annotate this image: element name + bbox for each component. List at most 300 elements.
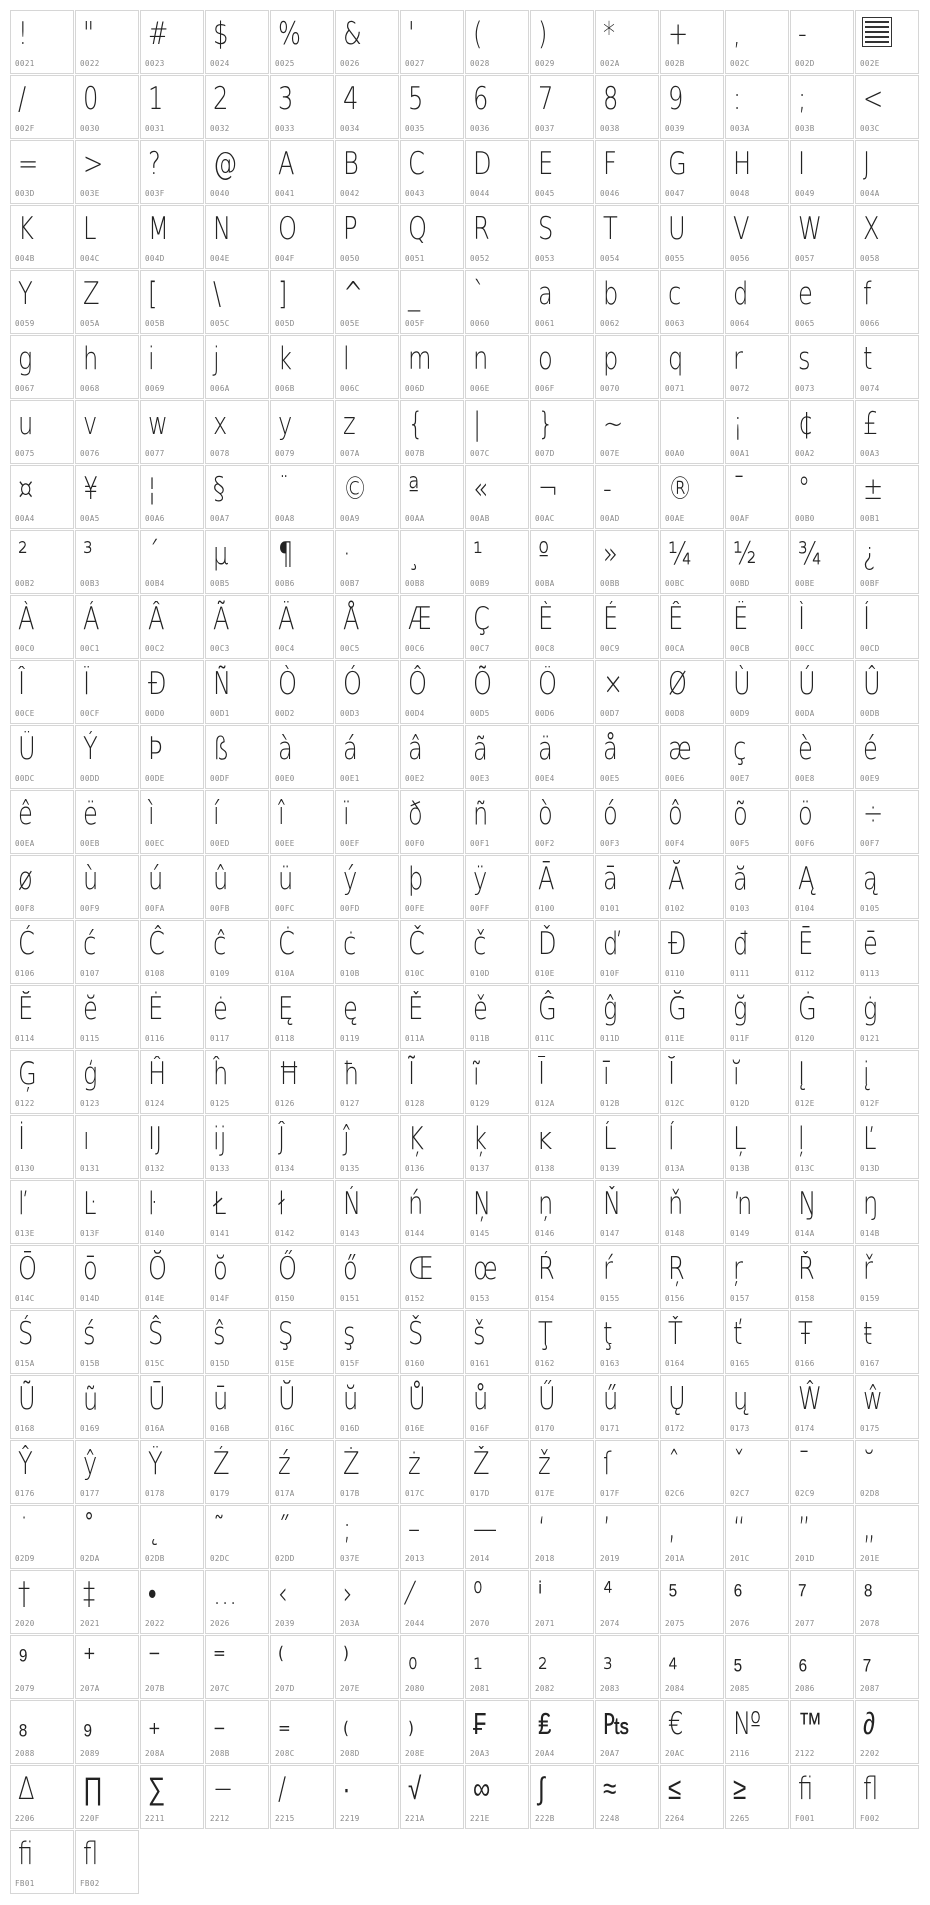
glyph-char: Ŏ: [148, 1251, 168, 1287]
glyph-char: î: [278, 796, 285, 832]
glyph-cell: [530, 530, 594, 594]
glyph-cell: [10, 400, 74, 464]
glyph-codepoint: 2026: [210, 1619, 230, 1628]
glyph-char: ™: [798, 1706, 823, 1742]
glyph-cell: [595, 1570, 659, 1634]
glyph-cell: [140, 1635, 204, 1699]
glyph-cell: [725, 595, 789, 659]
glyph-cell: [205, 1180, 269, 1244]
glyph-char: Ă: [668, 861, 685, 897]
glyph-char: n: [473, 341, 489, 377]
glyph-codepoint: 02D8: [860, 1489, 880, 1498]
glyph-cell: [790, 1375, 854, 1439]
glyph-char: ı: [83, 1121, 90, 1157]
glyph-codepoint: 0040: [210, 189, 230, 198]
glyph-codepoint: 2089: [80, 1749, 100, 1758]
glyph-cell: [530, 920, 594, 984]
glyph-char: ħ: [343, 1056, 360, 1092]
glyph-codepoint: 0154: [535, 1294, 555, 1303]
glyph-char: Ű: [538, 1381, 556, 1417]
glyph-cell: [270, 1375, 334, 1439]
glyph-codepoint: 010C: [405, 969, 425, 978]
glyph-char: ∞: [473, 1771, 491, 1807]
glyph-cell: [725, 530, 789, 594]
glyph-cell: [205, 1570, 269, 1634]
glyph-cell: [790, 10, 854, 74]
glyph-char: ä: [538, 731, 553, 767]
glyph-cell: [725, 1440, 789, 1504]
glyph-cell: [140, 1570, 204, 1634]
glyph-cell: [205, 1050, 269, 1114]
glyph-cell: [725, 1570, 789, 1634]
glyph-char: ň: [668, 1186, 684, 1222]
glyph-cell: [10, 1375, 74, 1439]
glyph-codepoint: 003A: [730, 124, 750, 133]
glyph-codepoint: 011B: [470, 1034, 490, 1043]
glyph-cell: [140, 465, 204, 529]
glyph-codepoint: 0149: [730, 1229, 750, 1238]
glyph-char: ¢: [798, 406, 814, 442]
glyph-codepoint: 2074: [600, 1619, 620, 1628]
glyph-char: y: [278, 406, 293, 442]
glyph-cell: [140, 205, 204, 269]
glyph-cell: [10, 1830, 74, 1894]
glyph-char: Æ: [408, 601, 432, 637]
glyph-codepoint: 2212: [210, 1814, 230, 1823]
glyph-codepoint: 006F: [535, 384, 555, 393]
glyph-char: ő: [343, 1251, 358, 1287]
glyph-cell: [400, 400, 464, 464]
glyph-cell: [140, 10, 204, 74]
glyph-codepoint: 0056: [730, 254, 750, 263]
glyph-codepoint: 00CC: [795, 644, 815, 653]
glyph-char: Ĭ: [668, 1056, 676, 1092]
glyph-cell: [75, 855, 139, 919]
glyph-codepoint: 00A3: [860, 449, 880, 458]
glyph-codepoint: 00AC: [535, 514, 555, 523]
glyph-char: đ: [733, 926, 749, 962]
glyph-codepoint: 02DB: [145, 1554, 165, 1563]
glyph-codepoint: 2215: [275, 1814, 295, 1823]
glyph-cell: [465, 855, 529, 919]
glyph-char: Õ: [473, 666, 493, 702]
glyph-cell: [75, 725, 139, 789]
glyph-cell: [595, 1050, 659, 1114]
glyph-codepoint: 0032: [210, 124, 230, 133]
glyph-char: T: [603, 211, 618, 247]
glyph-codepoint: 0123: [80, 1099, 100, 1108]
glyph-codepoint: 017A: [275, 1489, 295, 1498]
glyph-char: Í: [863, 601, 871, 637]
glyph-cell: [465, 1440, 529, 1504]
glyph-char: /: [18, 81, 27, 117]
glyph-cell: [855, 1180, 919, 1244]
glyph-char: √: [408, 1771, 422, 1807]
glyph-char: ć: [83, 926, 97, 962]
glyph-cell: [725, 1765, 789, 1829]
glyph-char: F: [603, 146, 617, 182]
glyph-codepoint: 00EA: [15, 839, 35, 848]
glyph-codepoint: 00BF: [860, 579, 880, 588]
glyph-codepoint: 0028: [470, 59, 490, 68]
glyph-cell: [10, 1765, 74, 1829]
glyph-codepoint: 016C: [275, 1424, 295, 1433]
glyph-cell: [725, 400, 789, 464]
glyph-cell: [595, 1505, 659, 1569]
glyph-codepoint: 0138: [535, 1164, 555, 1173]
glyph-cell: [465, 335, 529, 399]
glyph-char: ų: [733, 1381, 749, 1417]
glyph-codepoint: 0128: [405, 1099, 425, 1108]
glyph-cell: [530, 790, 594, 854]
glyph-codepoint: 016E: [405, 1424, 425, 1433]
glyph-codepoint: 2086: [795, 1684, 815, 1693]
glyph-codepoint: 013C: [795, 1164, 815, 1173]
glyph-codepoint: 0021: [15, 59, 35, 68]
glyph-cell: [400, 1700, 464, 1764]
glyph-char: b: [603, 276, 619, 312]
glyph-cell: [465, 1180, 529, 1244]
glyph-char: ⁴: [603, 1576, 613, 1612]
glyph-codepoint: 012A: [535, 1099, 555, 1108]
glyph-char: 7: [538, 81, 554, 117]
glyph-codepoint: 0132: [145, 1164, 165, 1173]
glyph-codepoint: 017D: [470, 1489, 490, 1498]
glyph-cell: [595, 270, 659, 334]
glyph-char: ⁺: [83, 1641, 96, 1677]
glyph-codepoint: 0146: [535, 1229, 555, 1238]
glyph-cell: [530, 660, 594, 724]
glyph-char: •: [148, 1576, 157, 1612]
glyph-char: ¥: [83, 471, 99, 507]
glyph-codepoint: 00D4: [405, 709, 425, 718]
glyph-char: å: [603, 731, 618, 767]
glyph-codepoint: 0035: [405, 124, 425, 133]
glyph-cell: [75, 1180, 139, 1244]
glyph-cell: [140, 1245, 204, 1309]
glyph-codepoint: 20A4: [535, 1749, 555, 1758]
glyph-char: ₋: [213, 1706, 226, 1742]
glyph-cell: [855, 855, 919, 919]
glyph-codepoint: 00F3: [600, 839, 620, 848]
glyph-codepoint: 014C: [15, 1294, 35, 1303]
glyph-char: >: [83, 146, 104, 182]
glyph-cell: [335, 140, 399, 204]
glyph-char: ⁄: [408, 1576, 413, 1612]
glyph-cell: [790, 985, 854, 1049]
glyph-codepoint: 037E: [340, 1554, 360, 1563]
glyph-char: Ĝ: [538, 991, 557, 1027]
glyph-codepoint: 00FE: [405, 904, 425, 913]
glyph-cell: [205, 855, 269, 919]
glyph-cell: [270, 1245, 334, 1309]
glyph-char: ∑: [148, 1771, 166, 1807]
glyph-char: ž: [538, 1446, 551, 1482]
glyph-codepoint: 00B2: [15, 579, 35, 588]
glyph-cell: [530, 335, 594, 399]
glyph-cell: [790, 855, 854, 919]
glyph-char: ³: [83, 536, 93, 572]
glyph-cell: [530, 1765, 594, 1829]
glyph-cell: [790, 1570, 854, 1634]
glyph-codepoint: 20AC: [665, 1749, 685, 1758]
glyph-cell: [790, 1115, 854, 1179]
glyph-cell: [790, 920, 854, 984]
glyph-char: Ě: [408, 991, 424, 1027]
glyph-codepoint: 0038: [600, 124, 620, 133]
glyph-codepoint: 00E3: [470, 774, 490, 783]
glyph-char: Ō: [18, 1251, 38, 1287]
glyph-char: `: [473, 276, 486, 312]
glyph-char: Ų: [668, 1381, 686, 1417]
glyph-codepoint: 0108: [145, 969, 165, 978]
glyph-cell: [790, 595, 854, 659]
glyph-codepoint: 002C: [730, 59, 750, 68]
glyph-char: ⁷: [798, 1576, 807, 1612]
glyph-char: Ê: [668, 601, 684, 637]
glyph-codepoint: 0137: [470, 1164, 490, 1173]
glyph-codepoint: 0059: [15, 319, 35, 328]
glyph-char: ₎: [408, 1706, 414, 1742]
glyph-codepoint: 0175: [860, 1424, 880, 1433]
glyph-cell: [530, 1570, 594, 1634]
glyph-codepoint: 0039: [665, 124, 685, 133]
glyph-codepoint: 006B: [275, 384, 295, 393]
glyph-cell: [855, 10, 919, 74]
glyph-cell: [660, 1115, 724, 1179]
glyph-char: (: [473, 16, 483, 52]
glyph-codepoint: 00DB: [860, 709, 880, 718]
glyph-cell: [660, 530, 724, 594]
glyph-cell: [270, 855, 334, 919]
glyph-codepoint: 00A9: [340, 514, 360, 523]
glyph-codepoint: 007D: [535, 449, 555, 458]
glyph-cell: [335, 400, 399, 464]
glyph-codepoint: 2039: [275, 1619, 295, 1628]
glyph-char: §: [213, 471, 226, 507]
glyph-cell: [10, 985, 74, 1049]
glyph-cell: [140, 140, 204, 204]
glyph-cell: [205, 270, 269, 334]
glyph-char: Ŕ: [538, 1251, 555, 1287]
glyph-codepoint: 003E: [80, 189, 100, 198]
glyph-cell: [400, 1050, 464, 1114]
glyph-cell: [400, 1505, 464, 1569]
glyph-codepoint: 010E: [535, 969, 555, 978]
glyph-cell: [205, 10, 269, 74]
glyph-cell: [530, 1180, 594, 1244]
glyph-codepoint: 0034: [340, 124, 360, 133]
glyph-char: Ì: [798, 601, 806, 637]
sample-thumbnail-icon: [862, 17, 892, 47]
glyph-char: …: [213, 1576, 238, 1612]
glyph-codepoint: 02C6: [665, 1489, 685, 1498]
glyph-cell: [855, 660, 919, 724]
glyph-codepoint: 012B: [600, 1099, 620, 1108]
glyph-codepoint: 015D: [210, 1359, 230, 1368]
glyph-cell: [335, 1050, 399, 1114]
glyph-char: a: [538, 276, 553, 312]
glyph-codepoint: 00E1: [340, 774, 360, 783]
glyph-char: Ô: [408, 666, 428, 702]
glyph-char: ‘: [538, 1511, 546, 1547]
glyph-cell: [855, 465, 919, 529]
glyph-cell: [465, 140, 529, 204]
glyph-codepoint: 0045: [535, 189, 555, 198]
glyph-char: ¸: [408, 536, 421, 572]
glyph-codepoint: 014E: [145, 1294, 165, 1303]
glyph-codepoint: 00E7: [730, 774, 750, 783]
glyph-cell: [855, 530, 919, 594]
glyph-char: ſ: [603, 1446, 612, 1482]
glyph-cell: [140, 75, 204, 139]
glyph-cell: [205, 205, 269, 269]
glyph-codepoint: 2085: [730, 1684, 750, 1693]
glyph-cell: [790, 1635, 854, 1699]
glyph-cell: [75, 465, 139, 529]
glyph-char: Ī: [538, 1056, 546, 1092]
glyph-cell: [205, 1505, 269, 1569]
glyph-char: ˚: [83, 1511, 96, 1547]
glyph-char: 6: [473, 81, 489, 117]
glyph-cell: [465, 1375, 529, 1439]
glyph-cell: [725, 855, 789, 919]
glyph-char: ã: [473, 731, 488, 767]
glyph-cell: [595, 595, 659, 659]
glyph-codepoint: 00C1: [80, 644, 100, 653]
glyph-char: A: [278, 146, 295, 182]
glyph-char: ĺ: [668, 1121, 675, 1157]
glyph-char: N: [213, 211, 232, 247]
glyph-codepoint: 011D: [600, 1034, 620, 1043]
glyph-char: ‹: [278, 1576, 288, 1612]
glyph-codepoint: 011A: [405, 1034, 425, 1043]
glyph-char: m: [408, 341, 432, 377]
glyph-cell: [400, 725, 464, 789]
glyph-cell: [465, 205, 529, 269]
glyph-codepoint: 0064: [730, 319, 750, 328]
glyph-cell: [725, 1375, 789, 1439]
glyph-char: Ŝ: [148, 1316, 164, 1352]
glyph-char: æ: [668, 731, 692, 767]
glyph-cell: [595, 465, 659, 529]
glyph-cell: [465, 725, 529, 789]
glyph-codepoint: 005C: [210, 319, 230, 328]
glyph-char: š: [473, 1316, 486, 1352]
glyph-codepoint: 00C3: [210, 644, 230, 653]
glyph-char: ī: [603, 1056, 610, 1092]
glyph-codepoint: 004A: [860, 189, 880, 198]
glyph-char: ņ: [538, 1186, 554, 1222]
glyph-codepoint: 0105: [860, 904, 880, 913]
glyph-codepoint: 00AB: [470, 514, 490, 523]
glyph-char: t: [863, 341, 873, 377]
glyph-cell: [140, 595, 204, 659]
glyph-char: â: [408, 731, 423, 767]
glyph-cell: [75, 75, 139, 139]
glyph-codepoint: 0023: [145, 59, 165, 68]
glyph-cell: [855, 1310, 919, 1374]
glyph-cell: [270, 1505, 334, 1569]
glyph-cell: [270, 465, 334, 529]
glyph-codepoint: 0170: [535, 1424, 555, 1433]
glyph-cell: [660, 270, 724, 334]
glyph-cell: [205, 530, 269, 594]
glyph-codepoint: 014D: [80, 1294, 100, 1303]
glyph-char: ›: [343, 1576, 353, 1612]
glyph-codepoint: 004B: [15, 254, 35, 263]
glyph-char: ∏: [83, 1771, 103, 1807]
glyph-char: ~: [603, 406, 624, 442]
glyph-cell: [530, 400, 594, 464]
glyph-cell: [465, 270, 529, 334]
glyph-char: ă: [733, 861, 748, 897]
glyph-cell: [270, 205, 334, 269]
glyph-codepoint: 002E: [860, 59, 880, 68]
glyph-codepoint: 015A: [15, 1359, 35, 1368]
glyph-codepoint: 006A: [210, 384, 230, 393]
glyph-codepoint: 2088: [15, 1749, 35, 1758]
glyph-char: ò: [538, 796, 553, 832]
glyph-codepoint: 2075: [665, 1619, 685, 1628]
glyph-codepoint: 00BE: [795, 579, 815, 588]
glyph-codepoint: 014F: [210, 1294, 230, 1303]
glyph-char: ĸ: [538, 1121, 553, 1157]
glyph-char: ⁹: [18, 1641, 29, 1677]
glyph-codepoint: 0169: [80, 1424, 100, 1433]
glyph-cell: [855, 335, 919, 399]
glyph-cell: [335, 1310, 399, 1374]
glyph-codepoint: 0178: [145, 1489, 165, 1498]
glyph-char: Ï: [83, 666, 91, 702]
glyph-char: ;: [343, 1511, 352, 1547]
glyph-char: 0: [83, 81, 99, 117]
glyph-codepoint: 2116: [730, 1749, 750, 1758]
glyph-char: ê: [18, 796, 33, 832]
glyph-char: ì: [148, 796, 155, 832]
glyph-char: Ĳ: [148, 1121, 163, 1157]
glyph-char: ¯: [733, 471, 746, 507]
glyph-char: =: [18, 146, 39, 182]
glyph-char: ﬂ: [83, 1836, 99, 1872]
glyph-codepoint: 002D: [795, 59, 815, 68]
glyph-cell: [855, 725, 919, 789]
glyph-cell: [75, 1570, 139, 1634]
glyph-char: ċ: [343, 926, 357, 962]
glyph-char: l: [343, 341, 350, 377]
glyph-char: @: [213, 146, 238, 182]
glyph-cell: [465, 1050, 529, 1114]
glyph-cell: [400, 855, 464, 919]
glyph-codepoint: 013E: [15, 1229, 35, 1238]
glyph-char: ß: [213, 731, 230, 767]
glyph-char: –: [408, 1511, 421, 1547]
glyph-codepoint: 0147: [600, 1229, 620, 1238]
glyph-codepoint: 00D9: [730, 709, 750, 718]
glyph-char: þ: [408, 861, 424, 897]
glyph-char: ĝ: [603, 991, 618, 1027]
glyph-char: Ä: [278, 601, 295, 637]
glyph-codepoint: 00AD: [600, 514, 620, 523]
glyph-codepoint: 00FA: [145, 904, 165, 913]
glyph-char: p: [603, 341, 619, 377]
glyph-char: ŕ: [603, 1251, 613, 1287]
glyph-char: Ľ: [863, 1121, 877, 1157]
glyph-codepoint: 00BB: [600, 579, 620, 588]
glyph-cell: [725, 270, 789, 334]
glyph-cell: [400, 660, 464, 724]
glyph-cell: [465, 1635, 529, 1699]
